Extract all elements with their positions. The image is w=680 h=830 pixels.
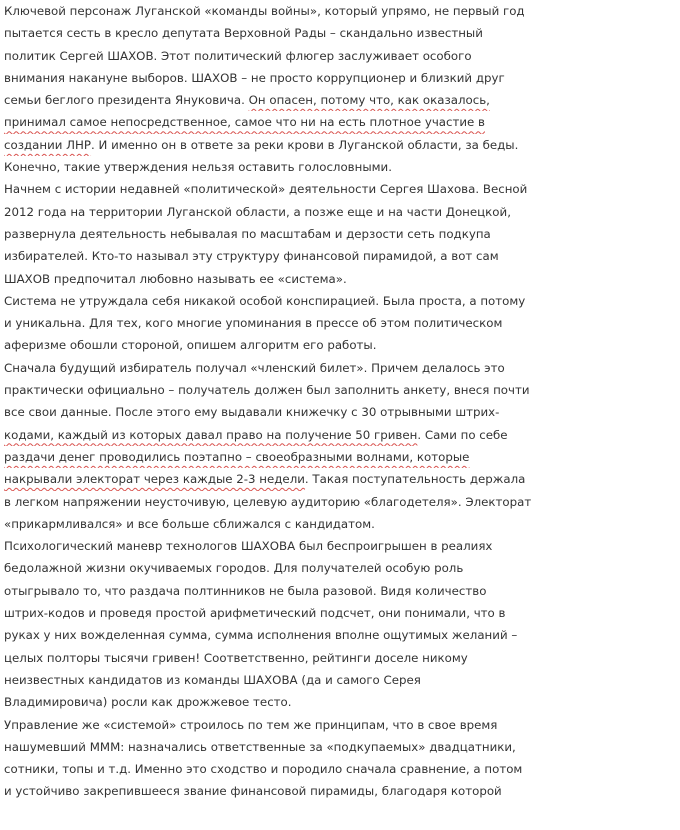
text-line: в легком напряжении неусточивую, целевую аудиторию «благодетеля». Электорат	[4, 494, 532, 509]
text-line: руках у них вожделенная сумма, сумма исполнения вполне ощутимых желаний –	[4, 628, 518, 643]
text-line: внимания накануне выборов. ШАХОВ – не просто коррупционер и близкий друг	[4, 70, 505, 85]
text-line: 2012 года на территории Луганской области, а позже еще и на части Донецкой,	[4, 204, 511, 219]
text-line: и устойчиво закрепившееся звание финансовой пирамиды, благодаря которой	[4, 784, 502, 799]
text-line: пытается сесть в кресло депутата Верховной Рады – скандально известный	[4, 26, 483, 41]
spellcheck-highlight: Он опасен, потому что, как оказалось,	[248, 93, 490, 108]
text-line: Владимировича) росли как дрожжевое тесто.	[4, 695, 292, 710]
text-segment: . Такая поступательность держала	[304, 472, 526, 487]
text-line: Начнем с истории недавней «политической» деятельности Сергея Шахова. Весной	[4, 182, 528, 197]
text-line: Система не утруждала себя никакой особой конспирацией. Была проста, а потому	[4, 293, 526, 308]
text-line	[4, 424, 680, 446]
text-segment: . Сами по себе	[417, 427, 508, 442]
text-line	[4, 468, 680, 490]
text-line: практически официально – получатель должен был заполнить анкету, внеся почти	[4, 383, 530, 398]
text-line: Ключевой персонаж Луганской «команды войны», который упрямо, не первый год	[4, 4, 525, 18]
text-line: неизвестных кандидатов из команды ШАХОВА (да и самого Серея	[4, 672, 421, 687]
text-line: нашумевший МММ: назначались ответственные за «подкупаемых» двадцатники,	[4, 739, 516, 754]
spellcheck-highlight: кодами, каждый из которых давал право на получение 50 гривен	[4, 427, 418, 442]
text-line: развернула деятельность небывалая по масштабам и дерзости сеть подкупа	[4, 226, 491, 241]
text-line: штрих-кодов и проведя простой арифметический подсчет, они понимали, что в	[4, 606, 506, 621]
text-line: бедолажной жизни окучиваемых городов. Для получателей особую роль	[4, 561, 464, 576]
text-line: Сначала будущий избиратель получал «членский билет». Причем делалось это	[4, 360, 505, 375]
spellcheck-highlight: раздачи денег проводились поэтапно – своеобразными волнами, которые	[4, 449, 470, 464]
text-line: Психологический маневр технологов ШАХОВА был беспроигрышен в реалиях	[4, 539, 493, 554]
text-line: избирателей. Кто-то называл эту структуру финансовой пирамидой, а вот сам	[4, 249, 499, 264]
spellcheck-highlight: создании ЛНР	[4, 137, 92, 152]
text-segment: семьи беглого президента Януковича.	[4, 93, 249, 108]
text-line: ШАХОВ предпочитал любовно называть ее «система».	[4, 271, 347, 286]
text-line: все свои данные. После этого ему выдавали книжечку с 30 отрывными штрих-	[4, 405, 500, 420]
spellcheck-highlight: накрывали электорат через каждые 2-3 недели	[4, 472, 305, 487]
text-line: и уникальна. Для тех, кого многие упоминания в прессе об этом политическом	[4, 316, 503, 331]
article-body	[4, 0, 680, 803]
text-line: «прикармливался» и все больше сближался с кандидатом.	[4, 516, 375, 531]
text-line: отыгрывало то, что раздача полтинников не была разовой. Видя количество	[4, 583, 487, 598]
text-line: Управление же «системой» строилось по тем же принципам, что в свое время	[4, 717, 498, 732]
text-line	[4, 134, 680, 156]
text-line	[4, 111, 680, 133]
text-line	[4, 446, 680, 468]
text-line: аферизме обошли стороной, опишем алгоритм его работы.	[4, 338, 377, 353]
text-line: Конечно, такие утверждения нельзя оставить голословными.	[4, 160, 392, 175]
text-line	[4, 89, 680, 111]
text-line: политик Сергей ШАХОВ. Этот политический флюгер заслуживает особого	[4, 48, 472, 63]
text-segment: . И именно он в ответе за реки крови в Луганской области, за беды.	[91, 137, 519, 152]
text-line: сотники, топы и т.д. Именно это сходство и породило сначала сравнение, а потом	[4, 762, 523, 777]
text-line: целых полторы тысячи гривен! Соответственно, рейтинги доселе никому	[4, 650, 468, 665]
spellcheck-highlight: принимал самое непосредственное, самое что ни на есть плотное участие в	[4, 115, 485, 130]
